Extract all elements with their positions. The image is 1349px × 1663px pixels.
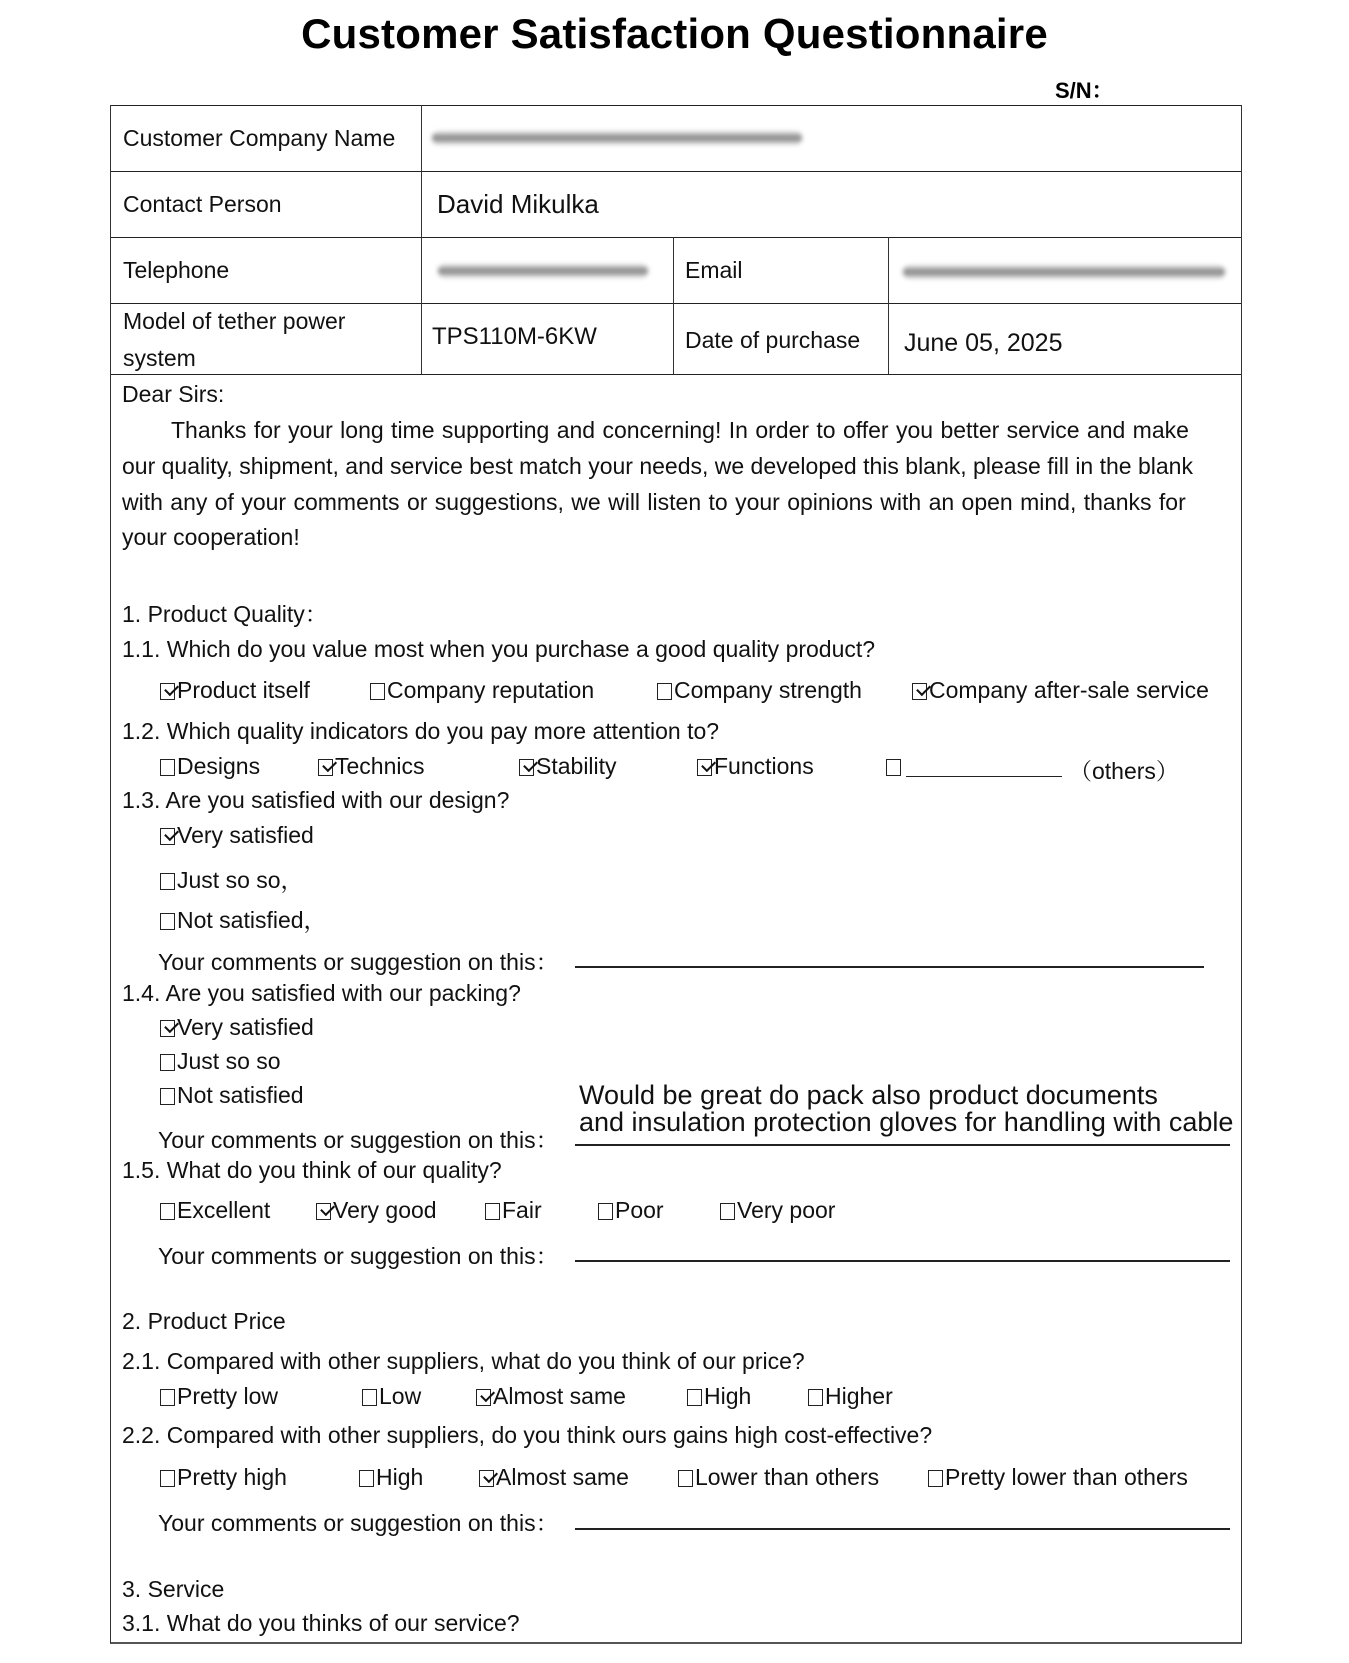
checkbox-empty-icon (362, 1389, 377, 1406)
table-row-divider (110, 303, 1242, 304)
document-title: Customer Satisfaction Questionnaire (301, 10, 1048, 57)
option-label: Designs (177, 753, 261, 779)
checkbox-checked-icon (160, 1020, 175, 1037)
checkbox-empty-icon (160, 1054, 175, 1071)
others-label: （others） (1069, 758, 1179, 784)
checkbox-option[interactable] (160, 753, 260, 780)
checkbox-option[interactable] (519, 753, 617, 780)
comment-label: Your comments or suggestion on this： (158, 1127, 559, 1153)
comment-input-1-5[interactable] (575, 1260, 1230, 1262)
comment-label: Your comments or suggestion on this： (158, 949, 559, 975)
checkbox-option[interactable] (160, 1383, 278, 1410)
frame-border-right (1241, 105, 1242, 1643)
checkbox-option[interactable] (485, 1197, 542, 1224)
contact-person-label: Contact Person (123, 191, 282, 217)
checkbox-option[interactable] (808, 1383, 893, 1410)
checkbox-empty-icon (160, 1470, 175, 1487)
table-col-divider (888, 237, 889, 374)
option-label: Technics (335, 753, 425, 779)
checkbox-checked-icon (316, 1203, 331, 1220)
option-label: Stability (536, 753, 617, 779)
checkbox-option[interactable] (359, 1464, 423, 1491)
comment-input-1-3[interactable] (575, 966, 1204, 968)
comment-text-1-4-line2[interactable]: and insulation protection gloves for handling with cable (579, 1107, 1234, 1137)
option-label: Very poor (737, 1197, 836, 1223)
option-label: Company strength (674, 677, 862, 703)
question-1-1: 1.1. Which do you value most when you purchase a good quality product? (122, 636, 876, 662)
checkbox-empty-icon (485, 1203, 500, 1220)
section-heading-quality: 1. Product Quality： (122, 601, 328, 627)
checkbox-checked-icon (160, 683, 175, 700)
comment-label: Your comments or suggestion on this： (158, 1510, 559, 1536)
option-label: Poor (615, 1197, 664, 1223)
checkbox-option[interactable] (912, 677, 1209, 704)
table-border-top (110, 105, 1242, 106)
checkbox-empty-icon (886, 759, 901, 776)
intro-line: Thanks for your long time supporting and concerning! In order to offer you better service and make (171, 417, 1189, 443)
frame-border-left (110, 105, 111, 1643)
option-label: Product itself (177, 677, 310, 703)
checkbox-checked-icon (912, 683, 927, 700)
checkbox-empty-icon (160, 1389, 175, 1406)
checkbox-option[interactable] (697, 753, 814, 780)
model-label-line2: system (123, 345, 196, 371)
checkbox-empty-icon (160, 1203, 175, 1220)
telephone-value-redacted (438, 264, 648, 278)
company-name-value-redacted (432, 131, 802, 145)
table-row-divider (110, 374, 1242, 375)
question-2-2: 2.2. Compared with other suppliers, do you think ours gains high cost-effective? (122, 1422, 933, 1448)
contact-person-value[interactable]: David Mikulka (437, 189, 599, 219)
option-label: Just so so (177, 1048, 281, 1074)
checkbox-option[interactable] (678, 1464, 879, 1491)
question-1-3: 1.3. Are you satisfied with our design? (122, 787, 510, 813)
option-label: High (376, 1464, 424, 1490)
option-label: Almost same (493, 1383, 626, 1409)
telephone-label: Telephone (123, 257, 230, 283)
option-label: Very good (333, 1197, 437, 1223)
checkbox-option[interactable] (370, 677, 594, 704)
question-3-1: 3.1. What do you thinks of our service? (122, 1610, 520, 1636)
email-value-redacted (903, 265, 1225, 279)
checkbox-checked-icon (476, 1389, 491, 1406)
others-input-line[interactable] (906, 776, 1062, 777)
purchase-date-value[interactable]: June 05, 2025 (904, 329, 1063, 357)
checkbox-checked-icon (318, 759, 333, 776)
option-label: Just so so， (177, 867, 304, 893)
checkbox-option[interactable] (720, 1197, 835, 1224)
option-label: Excellent (177, 1197, 271, 1223)
section-heading-price: 2. Product Price (122, 1308, 286, 1334)
checkbox-option[interactable] (160, 1082, 304, 1109)
checkbox-option[interactable] (476, 1383, 626, 1410)
frame-border-bottom (110, 1642, 1242, 1644)
checkbox-option[interactable] (479, 1464, 629, 1491)
checkbox-empty-icon (370, 683, 385, 700)
intro-line: with any of your comments or suggestions, we will listen to your opinions with an open mind, thanks for (122, 489, 1186, 515)
option-label: Not satisfied (177, 1082, 304, 1108)
checkbox-empty-icon (160, 1088, 175, 1105)
checkbox-empty-icon (687, 1389, 702, 1406)
intro-line: your cooperation! (122, 524, 300, 550)
table-row-divider (110, 237, 1242, 238)
checkbox-option[interactable] (160, 1197, 270, 1224)
intro-line: our quality, shipment, and service best match your needs, we developed this blank, please fill in the blank (122, 453, 1193, 479)
comment-label: Your comments or suggestion on this： (158, 1243, 559, 1269)
checkbox-option[interactable] (362, 1383, 421, 1410)
comment-text-1-4-line1[interactable]: Would be great do pack also product documents (579, 1080, 1158, 1110)
option-label: Low (379, 1383, 422, 1409)
checkbox-option[interactable] (687, 1383, 751, 1410)
checkbox-checked-icon (519, 759, 534, 776)
option-label: High (704, 1383, 752, 1409)
option-label: Pretty high (177, 1464, 287, 1490)
checkbox-option[interactable] (160, 1464, 287, 1491)
checkbox-empty-icon (160, 759, 175, 776)
checkbox-empty-icon (657, 683, 672, 700)
checkbox-empty-icon (359, 1470, 374, 1487)
option-label: Lower than others (695, 1464, 880, 1490)
purchase-date-label: Date of purchase (685, 327, 861, 353)
checkbox-option[interactable] (316, 1197, 437, 1224)
table-col-divider (421, 105, 422, 374)
serial-number-label: S/N： (1055, 78, 1114, 103)
checkbox-option[interactable] (160, 862, 304, 895)
checkbox-option[interactable] (657, 677, 862, 704)
option-label: Functions (714, 753, 814, 779)
checkbox-option[interactable] (160, 902, 327, 935)
model-label: Model of tether power (123, 308, 346, 334)
option-label: Pretty low (177, 1383, 278, 1409)
question-1-4: 1.4. Are you satisfied with our packing? (122, 980, 521, 1006)
option-label: Company reputation (387, 677, 595, 703)
checkbox-option[interactable] (598, 1197, 664, 1224)
checkbox-option[interactable] (928, 1464, 1188, 1491)
question-1-2: 1.2. Which quality indicators do you pay more attention to? (122, 718, 720, 744)
option-label: Very satisfied (177, 1014, 314, 1040)
checkbox-empty-icon (160, 913, 175, 930)
checkbox-empty-icon (678, 1470, 693, 1487)
comment-input-1-4[interactable] (575, 1144, 1230, 1146)
checkbox-option[interactable] (160, 677, 310, 704)
table-row-divider (110, 171, 1242, 172)
option-label: Not satisfied， (177, 907, 327, 933)
checkbox-empty-icon (720, 1203, 735, 1220)
question-1-5: 1.5. What do you think of our quality? (122, 1157, 502, 1183)
option-label: Higher (825, 1383, 893, 1409)
company-name-label: Customer Company Name (123, 125, 396, 151)
checkbox-checked-icon (697, 759, 712, 776)
email-label: Email (685, 257, 743, 283)
section-heading-service: 3. Service (122, 1576, 225, 1602)
option-label: Almost same (496, 1464, 629, 1490)
option-label: Pretty lower than others (945, 1464, 1188, 1490)
greeting: Dear Sirs: (122, 381, 225, 407)
comment-input-2-2[interactable] (575, 1528, 1230, 1530)
checkbox-empty-icon (808, 1389, 823, 1406)
option-label: Fair (502, 1197, 542, 1223)
checkbox-option[interactable] (160, 822, 314, 849)
checkbox-option[interactable] (160, 1014, 314, 1041)
checkbox-option[interactable] (318, 753, 424, 780)
model-value[interactable]: TPS110M-6KW (432, 323, 597, 350)
checkbox-empty-icon (598, 1203, 613, 1220)
checkbox-option-others[interactable] (886, 753, 903, 780)
checkbox-empty-icon (160, 873, 175, 890)
option-label: Very satisfied (177, 822, 314, 848)
checkbox-option[interactable] (160, 1048, 281, 1075)
question-2-1: 2.1. Compared with other suppliers, what do you think of our price? (122, 1348, 805, 1374)
option-label: Company after-sale service (929, 677, 1209, 703)
table-col-divider (673, 237, 674, 374)
checkbox-checked-icon (479, 1470, 494, 1487)
checkbox-empty-icon (928, 1470, 943, 1487)
checkbox-checked-icon (160, 828, 175, 845)
